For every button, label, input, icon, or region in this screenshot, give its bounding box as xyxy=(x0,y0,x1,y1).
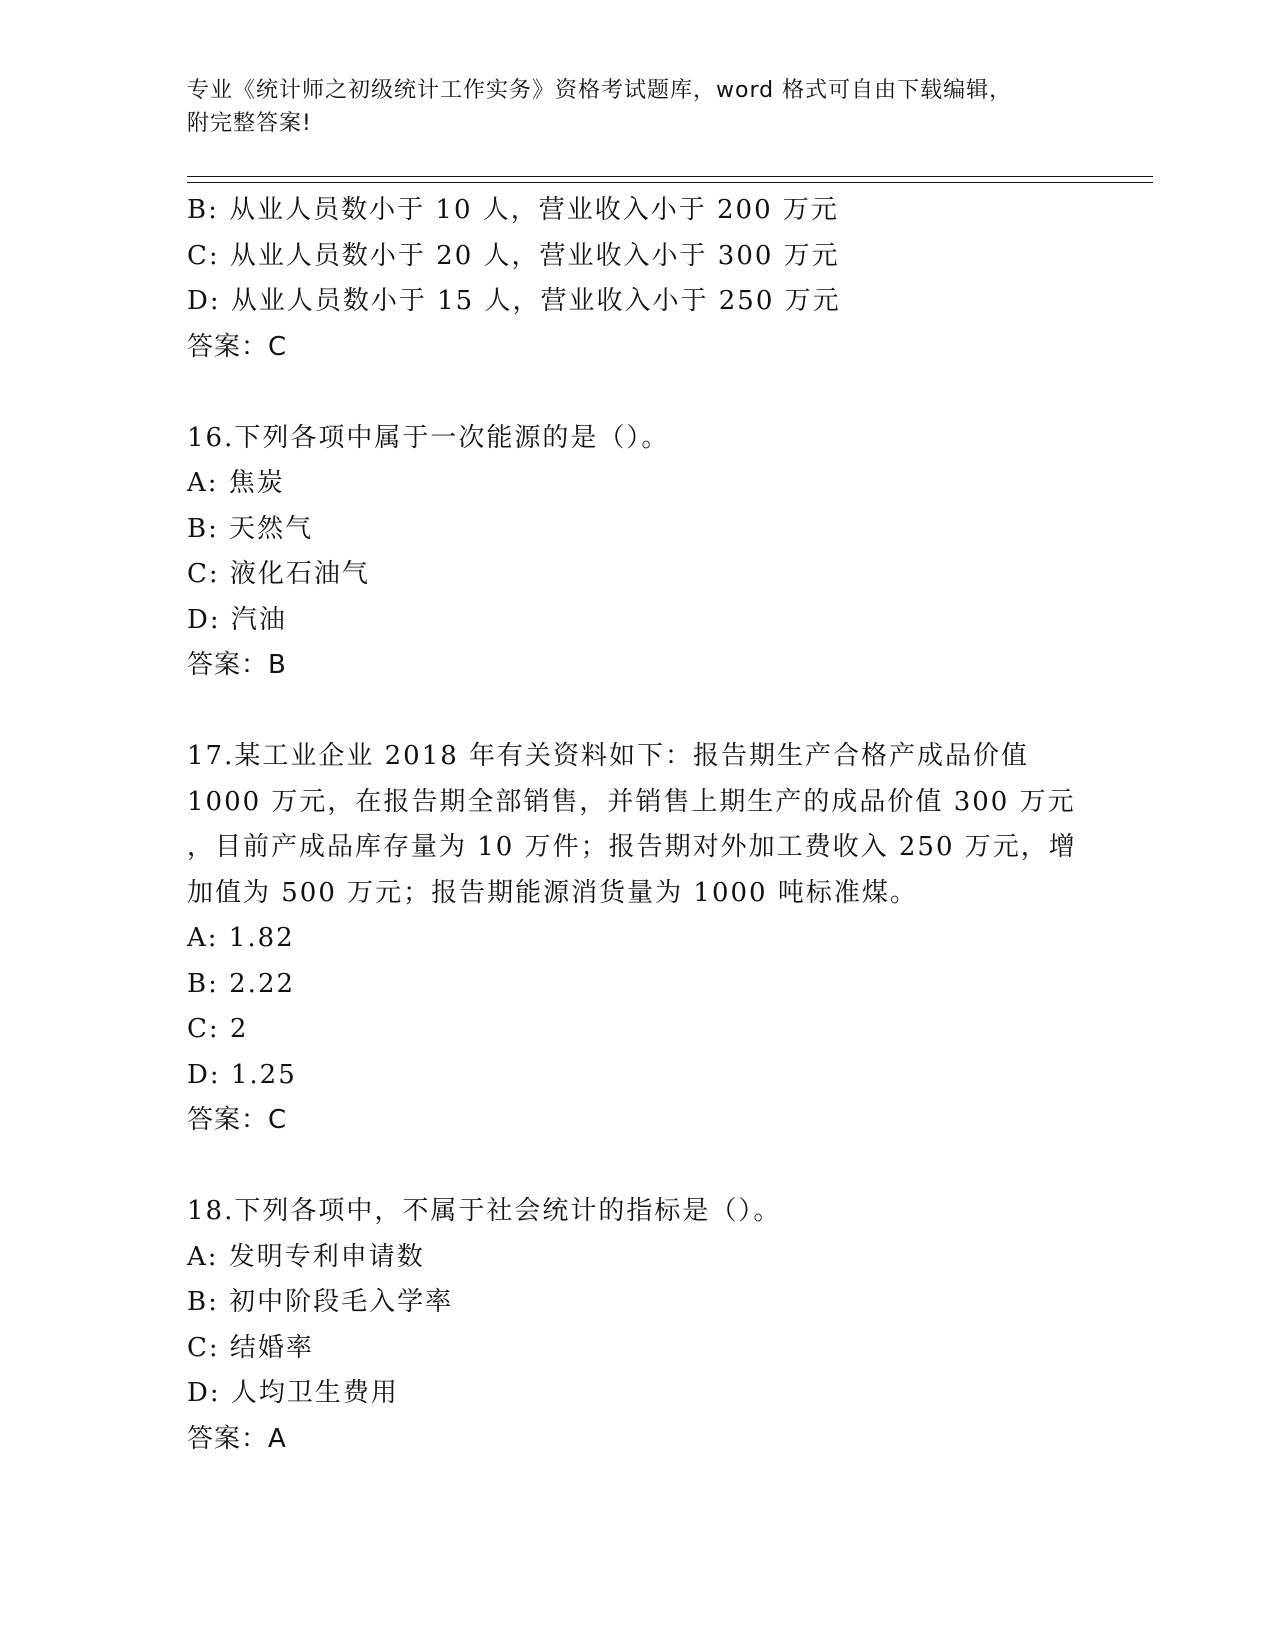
header-line-1: 专业《统计师之初级统计工作实务》资格考试题库，word 格式可自由下载编辑， xyxy=(187,78,1013,103)
page-header xyxy=(187,74,1087,140)
spacer xyxy=(187,1144,1087,1190)
header-divider-top xyxy=(187,176,1153,177)
option-c: C: 液化石油气 xyxy=(187,559,370,589)
spacer xyxy=(187,689,1087,735)
option-b: B: 2.22 xyxy=(187,968,296,999)
question-stem-line: 加值为 500 万元；报告期能源消货量为 1000 吨标准煤。 xyxy=(187,877,918,908)
document-body xyxy=(187,188,1087,1462)
question-stem-line: 1000 万元，在报告期全部销售，并销售上期生产的成品价值 300 万元 xyxy=(187,786,1076,817)
question-16 xyxy=(187,416,1087,689)
option-c: C: 2 xyxy=(187,1014,249,1044)
question-stem xyxy=(187,734,1087,916)
question-15-tail xyxy=(187,188,1087,370)
answer: 答案：C xyxy=(187,331,288,362)
question-stem-line: ，目前产成品库存量为 10 万件；报告期对外加工费收入 250 万元，增 xyxy=(187,832,1077,862)
option-d: D: 汽油 xyxy=(187,604,287,635)
header-line-2: 附完整答案! xyxy=(187,111,312,136)
header-divider-bottom xyxy=(187,182,1153,183)
option-c: C: 从业人员数小于 20 人，营业收入小于 300 万元 xyxy=(187,240,840,271)
option-a: A: 发明专利申请数 xyxy=(187,1241,425,1272)
option-a: A: 1.82 xyxy=(187,923,295,953)
answer: 答案：A xyxy=(187,1423,287,1454)
answer: 答案：B xyxy=(187,650,287,680)
option-b: B: 初中阶段毛入学率 xyxy=(187,1287,454,1317)
option-d: D: 从业人员数小于 15 人，营业收入小于 250 万元 xyxy=(187,286,841,316)
spacer xyxy=(187,370,1087,416)
question-stem: 16.下列各项中属于一次能源的是（）。 xyxy=(187,422,670,453)
option-a: A: 焦炭 xyxy=(187,468,285,498)
option-d: D: 1.25 xyxy=(187,1059,297,1090)
question-17 xyxy=(187,734,1087,1144)
option-b: B: 天然气 xyxy=(187,513,314,544)
question-18 xyxy=(187,1189,1087,1462)
option-b: B: 从业人员数小于 10 人，营业收入小于 200 万元 xyxy=(187,195,839,225)
question-stem: 18.下列各项中，不属于社会统计的指标是（）。 xyxy=(187,1196,782,1226)
answer: 答案：C xyxy=(187,1105,288,1135)
option-c: C: 结婚率 xyxy=(187,1332,314,1363)
option-d: D: 人均卫生费用 xyxy=(187,1378,399,1408)
question-stem-line: 17.某工业企业 2018 年有关资料如下：报告期生产合格产成品价值 xyxy=(187,741,1030,771)
